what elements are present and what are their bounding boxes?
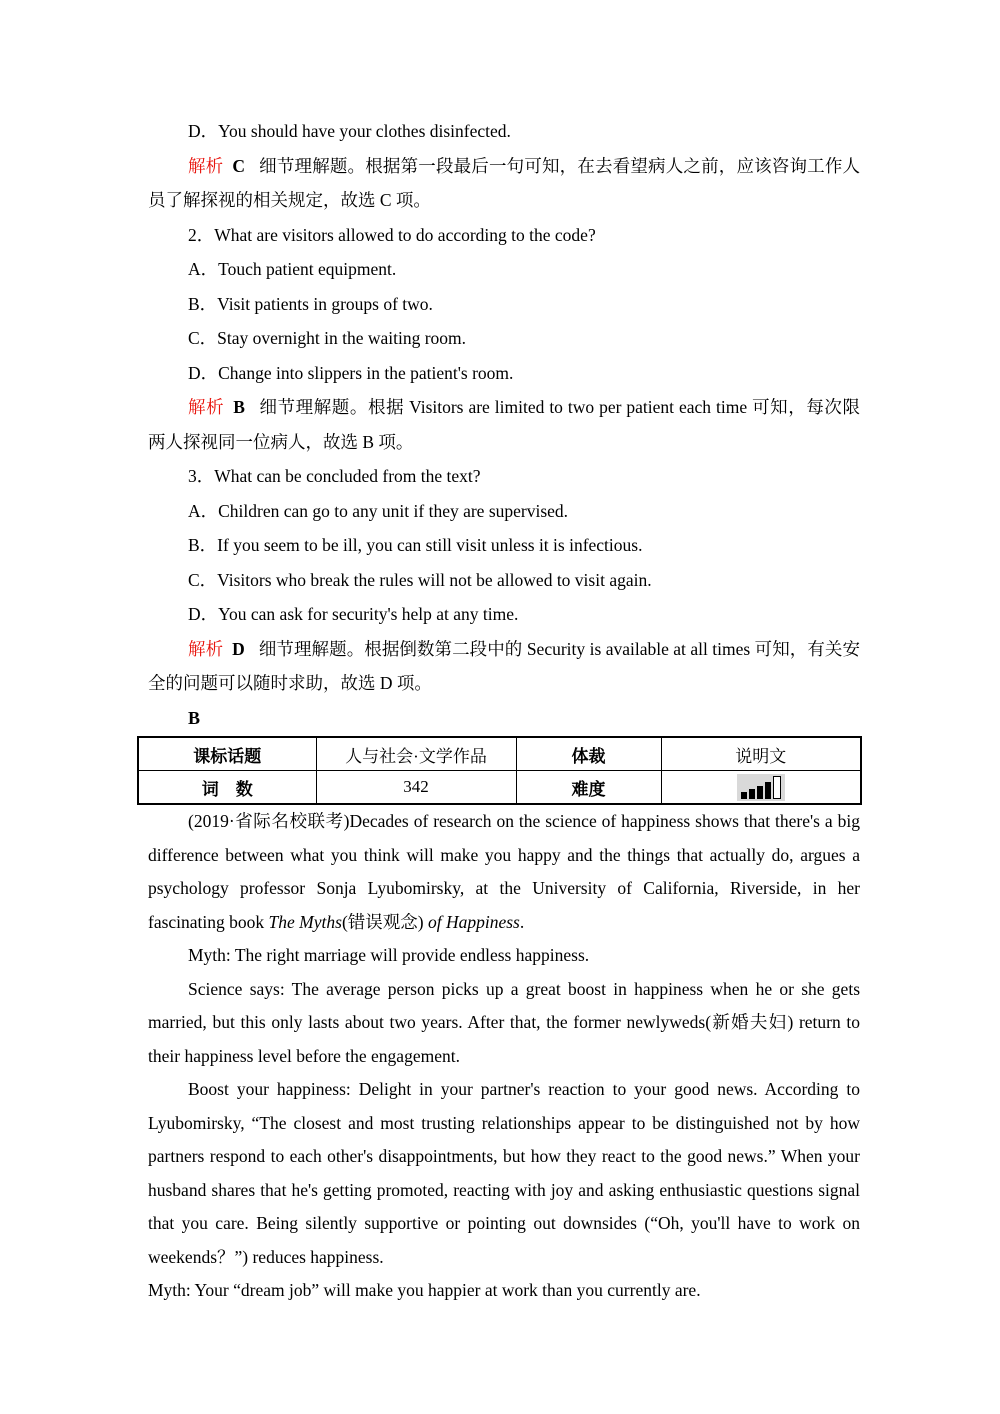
- analysis-text: 细节理解题。根据倒数第二段中的 Security is available at all times 可知，有关安全的问题可以随时求助，故选 D 项。: [148, 638, 860, 693]
- word-count-header-cell: 词 数: [138, 771, 316, 805]
- paragraph-text: (错误观念): [341, 911, 428, 932]
- answer-letter: B: [233, 397, 245, 417]
- question-3-option-a: A．Children can go to any unit if they are supervised.: [188, 500, 569, 521]
- passage-paragraph-5: Myth: Your “dream job” will make you happier at work than you currently are.: [148, 1280, 701, 1300]
- genre-header-cell: 体裁: [516, 737, 661, 771]
- analysis-block-3: [148, 632, 860, 701]
- table-row: [138, 771, 861, 805]
- paragraph-text: .: [519, 911, 525, 932]
- analysis-label: 解析: [188, 155, 224, 176]
- paragraph-text: (2019·省际名校联考)Decades of research on the science of happiness shows that there's a big difference between what you think will make you happy and the things that actually do, argues a psychology professor Sonja Lyubomirsky, at the University of California, Riverside, in her fascinating book: [148, 811, 860, 932]
- question-3-option-b: B．If you seem to be ill, you can still visit unless it is infectious.: [188, 535, 643, 555]
- topic-value-cell: 人与社会·文学作品: [316, 737, 516, 771]
- difficulty-bars-icon: [737, 774, 785, 801]
- passage-paragraph-2: Myth: The right marriage will provide endless happiness.: [188, 945, 590, 965]
- analysis-block-2: [148, 390, 860, 459]
- book-title-italic: The Myths: [268, 911, 342, 932]
- passage-paragraph-3: Science says: The average person picks up a great boost in happiness when he or she gets married, but this only lasts about two years. After that, the former newlyweds(新婚夫妇) return to their happiness level before the engagement.: [148, 978, 860, 1066]
- passage-info-table: [137, 736, 862, 805]
- analysis-block-1: [148, 149, 860, 218]
- analysis-text: 细节理解题。根据 Visitors are limited to two per patient each time 可知，每次限两人探视同一位病人，故选 B 项。: [148, 397, 861, 452]
- question-3-stem: 3．What can be concluded from the text?: [188, 466, 481, 486]
- document-page: [148, 114, 860, 1308]
- question-3-option-c: C．Visitors who break the rules will not be allowed to visit again.: [188, 569, 652, 590]
- question-2-option-d: D．Change into slippers in the patient's room.: [188, 362, 514, 383]
- table-row: [138, 737, 861, 771]
- passage-section-label: [148, 701, 860, 736]
- analysis-label: 解析: [188, 638, 224, 659]
- difficulty-value-cell: [661, 771, 861, 805]
- question-3-option-d: D．You can ask for security's help at any time.: [188, 604, 519, 624]
- section-letter: B: [188, 707, 201, 728]
- question-2-stem: 2．What are visitors allowed to do according to the code?: [188, 224, 596, 245]
- book-title-italic: of Happiness: [427, 911, 520, 932]
- difficulty-header-cell: 难度: [516, 771, 661, 805]
- analysis-text: 细节理解题。根据第一段最后一句可知，在去看望病人之前，应该咨询工作人员了解探视的相关规定，故选 C 项。: [148, 155, 861, 210]
- previous-question-option-d: D．You should have your clothes disinfected.: [188, 121, 511, 141]
- reading-passage: [148, 805, 860, 1308]
- passage-paragraph-4: Boost your happiness: Delight in your partner's reaction to your good news. According to Lyubomirsky, “The closest and most trusting relationships appear to be distinguished not by how partners respond to each other's disappointments, but how they react to the good news.” When your husband shares that he's getting promoted, reacting with joy and asking enthusiastic questions signal that you care. Being silently supportive or pointing out downsides (“Oh, you'll have to work on weekends？”) reduces happiness.: [148, 1079, 860, 1267]
- analysis-label: 解析: [188, 397, 225, 417]
- topic-header-cell: 课标话题: [138, 737, 316, 771]
- answer-letter: D: [232, 638, 245, 659]
- word-count-value-cell: 342: [316, 771, 516, 805]
- passage-paragraph-1: [148, 805, 860, 939]
- question-2-option-a: A．Touch patient equipment.: [188, 259, 397, 279]
- answer-letter: C: [232, 155, 245, 176]
- question-2-option-c: C．Stay overnight in the waiting room.: [188, 328, 467, 348]
- genre-value-cell: 说明文: [661, 737, 861, 771]
- question-2-option-b: B．Visit patients in groups of two.: [188, 293, 433, 314]
